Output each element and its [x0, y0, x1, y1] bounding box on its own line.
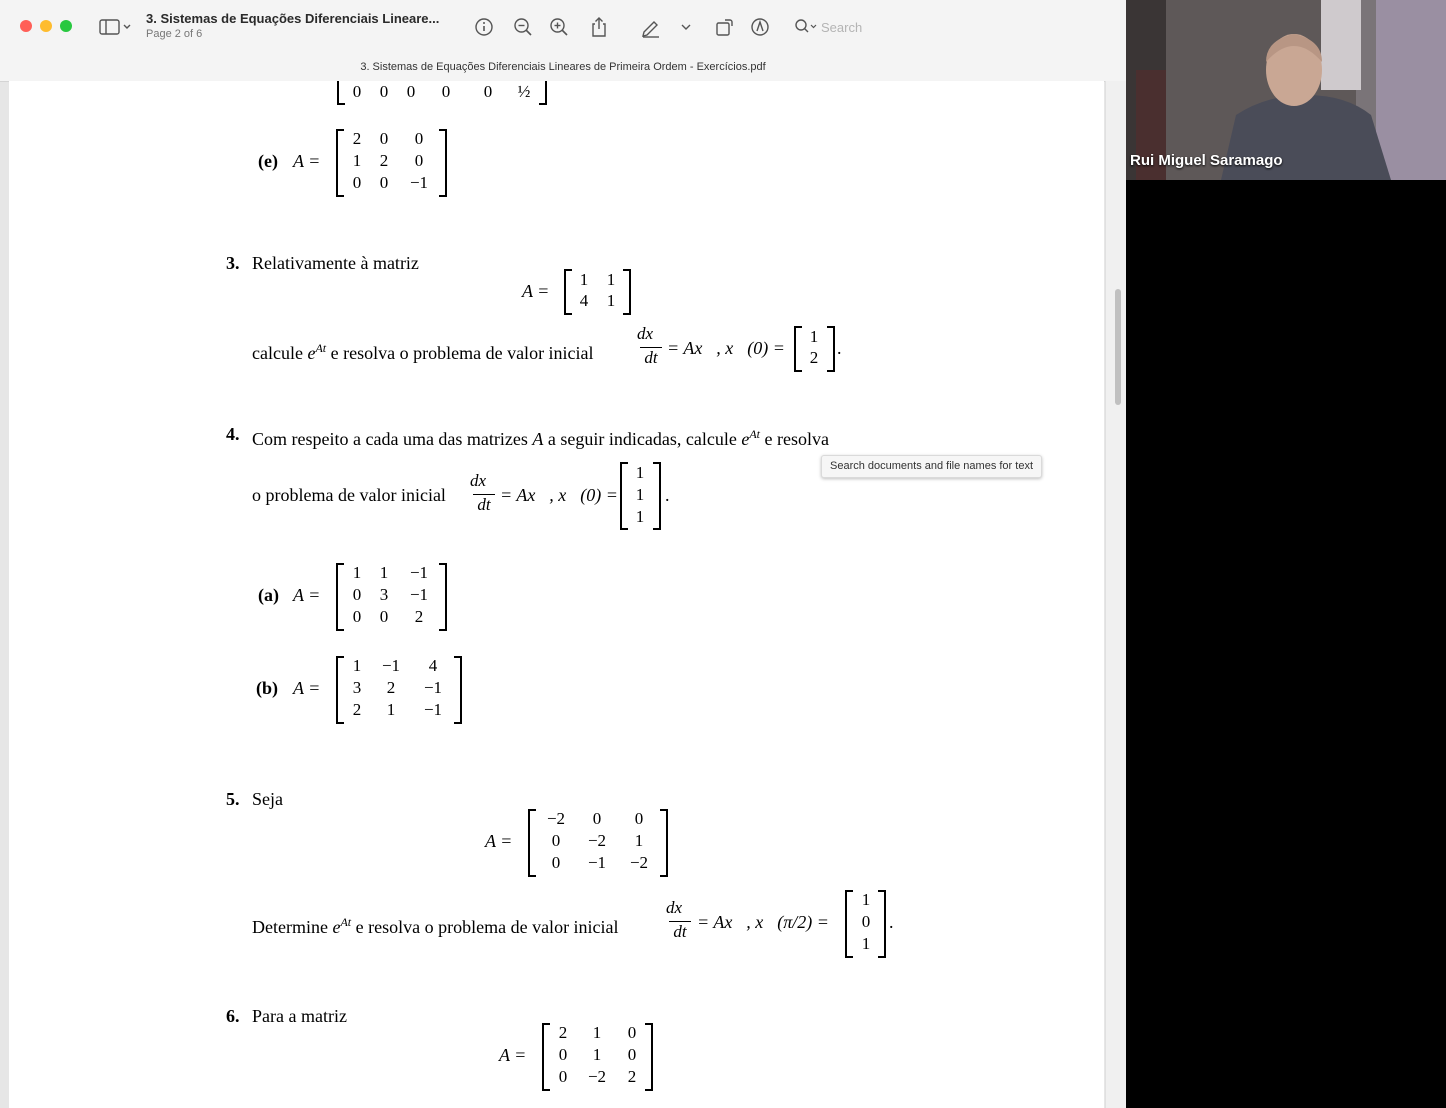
vector-cell: 1 — [861, 934, 871, 953]
matrix-cell: −1 — [409, 563, 429, 582]
exercise-intro: Relativamente à matriz — [252, 253, 419, 273]
text-fragment: e resolva — [764, 429, 829, 449]
matrix-bracket-right — [454, 656, 462, 724]
matrix-lhs: A = — [293, 151, 321, 171]
fraction-bar — [640, 347, 662, 348]
share-icon — [589, 16, 609, 38]
fraction-bar — [669, 921, 691, 922]
exercise-number: 4. — [226, 424, 240, 444]
vector-cell: 1 — [635, 507, 645, 526]
sidebar-toggle-button[interactable] — [97, 14, 133, 40]
sidebar-icon — [98, 18, 132, 36]
variable: A — [532, 429, 544, 449]
matrix-cell: 0 — [379, 82, 389, 101]
matrix-cell: −1 — [409, 585, 429, 604]
matrix-cell: 0 — [592, 809, 602, 828]
matrix-cell: 4 — [579, 291, 589, 310]
matrix-cell: −1 — [381, 656, 401, 675]
matrix-cell: 4 — [428, 656, 438, 675]
info-button[interactable] — [471, 14, 497, 40]
search-tooltip: Search documents and file names for text — [821, 455, 1042, 478]
zoom-window-button[interactable] — [60, 20, 72, 32]
search-field[interactable] — [786, 14, 986, 40]
vector-cell: 2 — [809, 348, 819, 367]
matrix-cell: 0 — [627, 1023, 637, 1042]
equation-text: = Ax⃗, x⃗(π/2) = — [697, 912, 829, 932]
exercise-number: 3. — [226, 253, 240, 273]
matrix-cell: 0 — [352, 585, 362, 604]
matrix-cell: 0 — [627, 1045, 637, 1064]
matrix-lhs: A = — [293, 678, 321, 698]
matrix-cell: 1 — [386, 700, 396, 719]
chevron-down-icon — [680, 22, 692, 32]
fraction-numerator: dx⃗ — [637, 324, 667, 343]
matrix-cell: 0 — [406, 82, 416, 101]
matrix-cell: −2 — [587, 831, 607, 850]
vertical-scrollbar[interactable] — [1105, 81, 1126, 1108]
markup-menu-button[interactable] — [676, 14, 696, 40]
matrix-cell: 0 — [414, 129, 424, 148]
period: . — [889, 912, 894, 932]
matrix-cell: 0 — [634, 809, 644, 828]
matrix-cell: 0 — [483, 82, 493, 101]
fraction-denominator: dt — [644, 348, 658, 367]
matrix-cell: 1 — [634, 831, 644, 850]
zoom-in-button[interactable] — [546, 14, 572, 40]
matrix-bracket-left — [528, 809, 536, 877]
matrix-lhs: A = — [485, 831, 513, 851]
close-window-button[interactable] — [20, 20, 32, 32]
matrix-cell: 0 — [414, 151, 424, 170]
matrix-cell: 2 — [379, 151, 389, 170]
matrix-cell: 0 — [551, 853, 561, 872]
minimize-window-button[interactable] — [40, 20, 52, 32]
matrix-bracket-right — [439, 129, 447, 197]
text-fragment: Determine — [252, 917, 328, 937]
matrix-cell: −2 — [587, 1067, 607, 1086]
matrix-cell: 1 — [352, 563, 362, 582]
matrix-cell: −1 — [587, 853, 607, 872]
exercise-number: 6. — [226, 1006, 240, 1026]
matrix-cell: 3 — [379, 585, 389, 604]
matrix-cell: 3 — [352, 678, 362, 697]
matrix-cell: 1 — [592, 1023, 602, 1042]
matrix-cell: 2 — [627, 1067, 637, 1086]
matrix-cell: 0 — [379, 129, 389, 148]
derivative-fraction — [666, 898, 694, 942]
matrix-cell: 0 — [352, 82, 362, 101]
pdf-page[interactable] — [9, 81, 1104, 1108]
matrix-cell: 0 — [551, 831, 561, 850]
matrix-cell: 0 — [379, 173, 389, 192]
item-label: (e) — [258, 151, 278, 171]
participant-name: Rui Miguel Saramago — [1130, 152, 1283, 169]
item-label: (b) — [256, 678, 278, 698]
derivative-fraction — [470, 471, 498, 515]
vector-cell: 1 — [635, 485, 645, 504]
share-button[interactable] — [586, 14, 612, 40]
scrollbar-thumb[interactable] — [1115, 289, 1121, 405]
fraction-bar — [473, 494, 495, 495]
matrix-lhs: A = — [499, 1045, 527, 1065]
zoom-out-icon — [513, 17, 533, 37]
fraction-denominator: dt — [673, 922, 687, 941]
text-fragment: Com respeito a cada uma das matrizes — [252, 429, 528, 449]
matrix-cell: 0 — [379, 607, 389, 626]
matrix-cell: 1 — [606, 270, 616, 289]
vector-cell: 1 — [861, 890, 871, 909]
vector-cell: 1 — [635, 463, 645, 482]
matrix-cell: 2 — [414, 607, 424, 626]
text-fragment: a seguir indicadas, calcule — [547, 429, 737, 449]
rotate-button[interactable] — [711, 14, 737, 40]
participant-video[interactable] — [1126, 0, 1446, 180]
info-icon — [474, 17, 494, 37]
markup-button[interactable] — [638, 14, 664, 40]
rotate-icon — [714, 17, 734, 37]
matrix-cell: −2 — [546, 809, 566, 828]
vector-cell: 1 — [809, 327, 819, 346]
exercise-number: 5. — [226, 789, 240, 809]
pen-icon — [640, 16, 662, 38]
matrix-cell: 1 — [352, 656, 362, 675]
matrix-cell: 2 — [352, 129, 362, 148]
zoom-in-icon — [549, 17, 569, 37]
matrix-cell: 0 — [352, 607, 362, 626]
matrix-bracket-right — [660, 809, 668, 877]
period: . — [837, 338, 842, 358]
matrix-cell: 2 — [558, 1023, 568, 1042]
matrix-bracket-right — [439, 563, 447, 631]
matrix-cell: −2 — [629, 853, 649, 872]
matrix-cell: 0 — [441, 82, 451, 101]
exercise-text — [252, 424, 829, 449]
exponent: At — [749, 427, 760, 441]
matrix-cell: 2 — [352, 700, 362, 719]
annotate-button[interactable] — [747, 14, 773, 40]
page-indicator: Page 2 of 6 — [146, 28, 203, 40]
exponential-base: e — [332, 917, 341, 937]
file-path-bar: 3. Sistemas de Equações Diferenciais Lineares de Primeira Ordem - Exercícios.pdf — [0, 54, 1126, 82]
matrix-cell: 0 — [352, 173, 362, 192]
matrix-cell: 0 — [558, 1045, 568, 1064]
matrix-cell: 1 — [592, 1045, 602, 1064]
matrix-cell: 1 — [606, 291, 616, 310]
search-placeholder: Search — [821, 20, 863, 35]
item-label: (a) — [258, 585, 279, 605]
fraction-numerator: dx⃗ — [666, 898, 696, 917]
matrix-cell: 0 — [558, 1067, 568, 1086]
exponent: At — [315, 341, 327, 355]
matrix-cell: ½ — [517, 82, 531, 101]
matrix-lhs: A = — [522, 281, 550, 301]
equation-text: = Ax⃗, x⃗(0) = — [500, 485, 618, 505]
text-fragment: e resolva o problema de valor inicial — [355, 917, 619, 937]
matrix-cell: 1 — [379, 563, 389, 582]
document-title[interactable]: 3. Sistemas de Equações Diferenciais Lineare... — [146, 11, 440, 26]
vector-cell: 0 — [861, 912, 871, 931]
matrix-cell: −1 — [423, 700, 443, 719]
search-icon — [792, 14, 822, 40]
exercise-text: o problema de valor inicial — [252, 485, 446, 505]
matrix-cell: −1 — [423, 678, 443, 697]
fraction-numerator: dx⃗ — [470, 471, 500, 490]
period: . — [665, 485, 670, 505]
fraction-denominator: dt — [477, 495, 491, 514]
exercise-text — [252, 912, 619, 937]
exponent: At — [340, 915, 352, 929]
matrix-cell: 1 — [352, 151, 362, 170]
text-fragment: e resolva o problema de valor inicial — [330, 343, 594, 363]
exercise-intro: Seja — [252, 789, 283, 809]
matrix-lhs: A = — [293, 585, 321, 605]
toolbar — [0, 0, 1126, 54]
exponential-base: e — [307, 343, 316, 363]
text-fragment: calcule — [252, 343, 303, 363]
zoom-out-button[interactable] — [510, 14, 536, 40]
exercise-intro: Para a matriz — [252, 1006, 347, 1026]
derivative-fraction — [637, 324, 665, 368]
exponential-base: e — [741, 429, 750, 449]
matrix-cell: −1 — [409, 173, 429, 192]
matrix-cell: 1 — [579, 270, 589, 289]
matrix-cell: 2 — [386, 678, 396, 697]
equation-text: = Ax⃗, x⃗(0) = — [667, 338, 785, 358]
markup-circle-icon — [750, 17, 770, 37]
exercise-text — [252, 338, 594, 363]
